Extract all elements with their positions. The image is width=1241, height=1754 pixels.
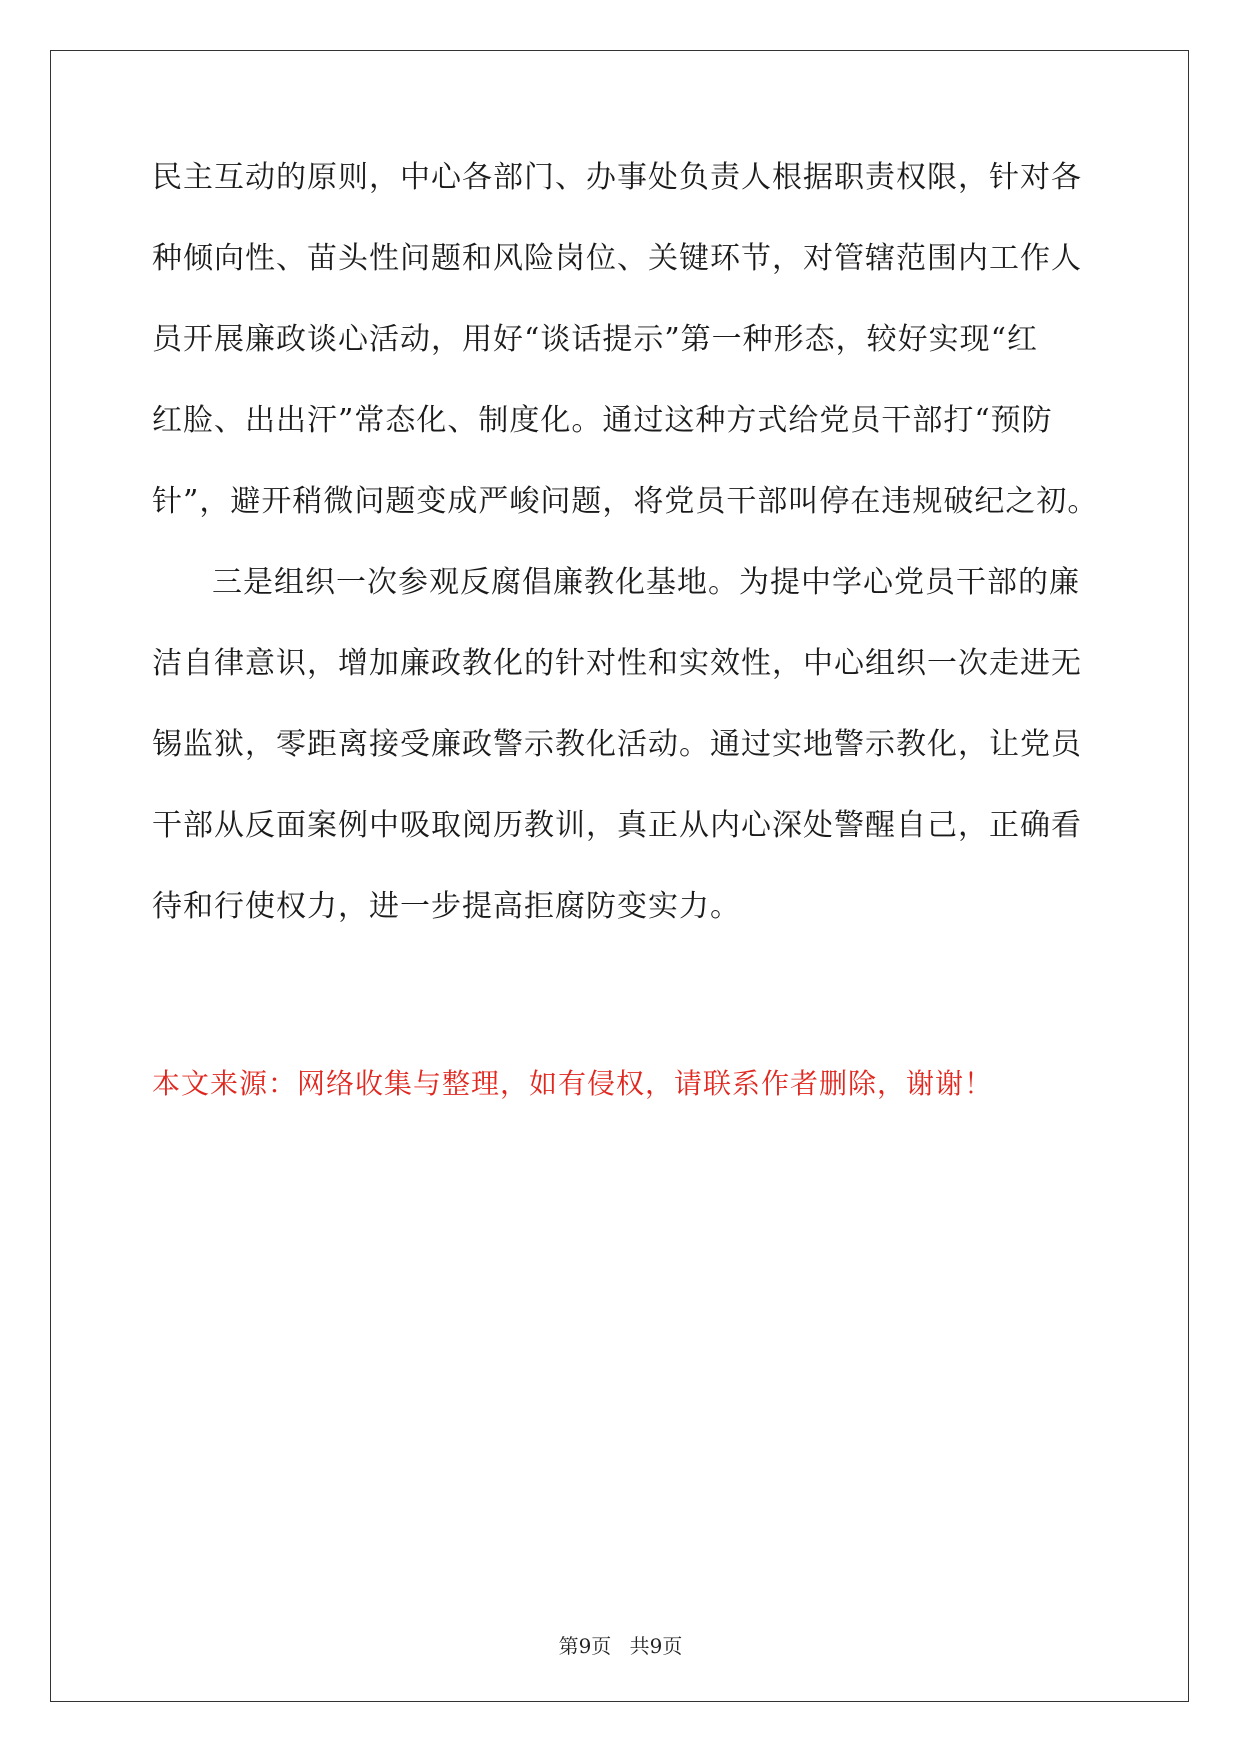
paragraph-1-line-1: 民主互动的原则，中心各部门、办事处负责人根据职责权限，针对各 [152,160,1082,195]
current-page-number: 第9页 [558,1634,612,1658]
paragraph-1 [152,158,1099,522]
paragraph-1-line-5: 针”，避开稍微问题变成严峻问题，将党员干部叫停在违规破纪之初。 [152,484,1099,519]
paragraph-2-line-2: 洁自律意识，增加廉政教化的针对性和实效性，中心组织一次走进无 [152,646,1082,681]
page-footer [0,1633,1241,1659]
paragraph-2-line-3: 锡监狱，零距离接受廉政警示教化活动。通过实地警示教化，让党员 [152,727,1082,762]
paragraph-2 [152,563,1092,927]
source-note: 本文来源：网络收集与整理，如有侵权，请联系作者删除，谢谢！ [152,1067,994,1100]
paragraph-2-line-4: 干部从反面案例中吸取阅历教训，真正从内心深处警醒自己，正确看 [152,808,1082,843]
paragraph-2-line-1: 三是组织一次参观反腐倡廉教化基地。为提中学心党员干部的廉 [212,565,1080,600]
paragraph-2-line-5: 待和行使权力，进一步提高拒腐防变实力。 [152,889,741,924]
document-body [152,158,1099,968]
total-page-count: 共9页 [629,1634,683,1658]
paragraph-1-line-4: 红脸、出出汗”常态化、制度化。通过这种方式给党员干部打“预防 [152,403,1053,438]
paragraph-1-line-2: 种倾向性、苗头性问题和风险岗位、关键环节，对管辖范围内工作人 [152,241,1082,276]
paragraph-1-line-3: 员开展廉政谈心活动，用好“谈话提示”第一种形态，较好实现“红 [152,322,1039,357]
